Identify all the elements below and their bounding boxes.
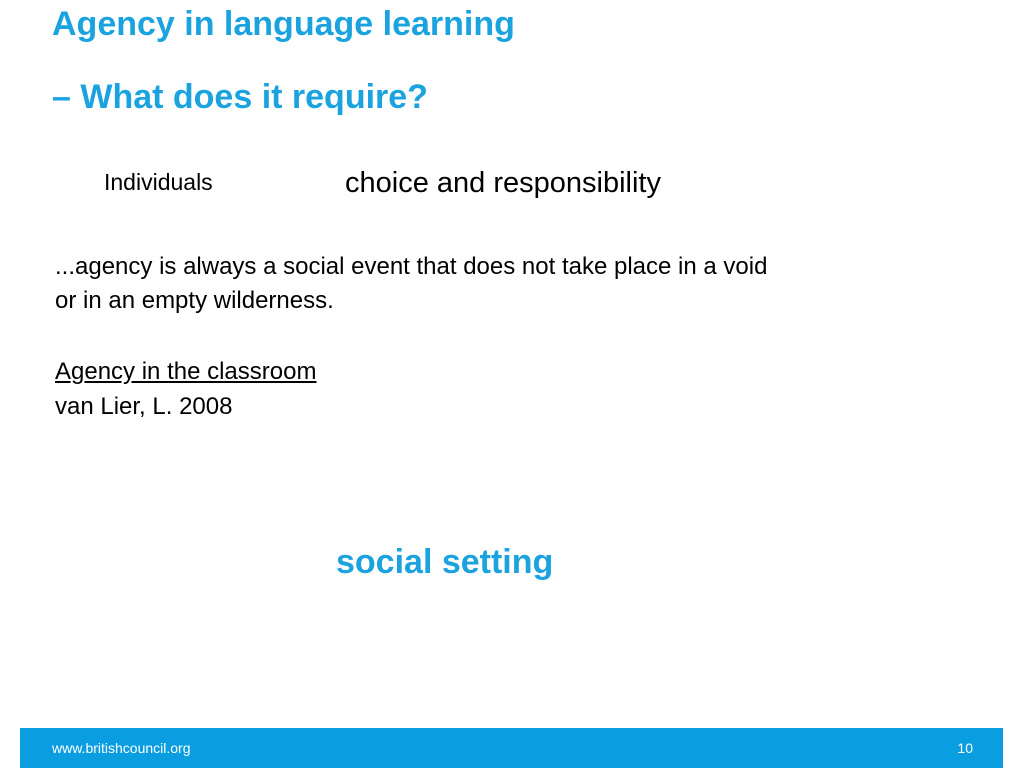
slide-title-line-2: – What does it require?: [52, 78, 428, 116]
slide-title-line-1: Agency in language learning: [52, 5, 515, 43]
reference-block: [55, 354, 316, 424]
social-setting-text: social setting: [336, 543, 554, 581]
footer-bar: [20, 728, 1003, 768]
reference-author: van Lier, L. 2008: [55, 393, 233, 420]
individuals-label: Individuals: [104, 169, 213, 195]
quote-line-1: ...agency is always a social event that does not take place in a void: [55, 253, 768, 280]
reference-title: Agency in the classroom: [55, 358, 317, 385]
quote-block: [55, 250, 955, 318]
footer-url: www.britishcouncil.org: [52, 740, 191, 756]
page-number: 10: [957, 740, 973, 756]
quote-line-2: or in an empty wilderness.: [55, 287, 334, 314]
choice-text: choice and responsibility: [345, 167, 661, 199]
